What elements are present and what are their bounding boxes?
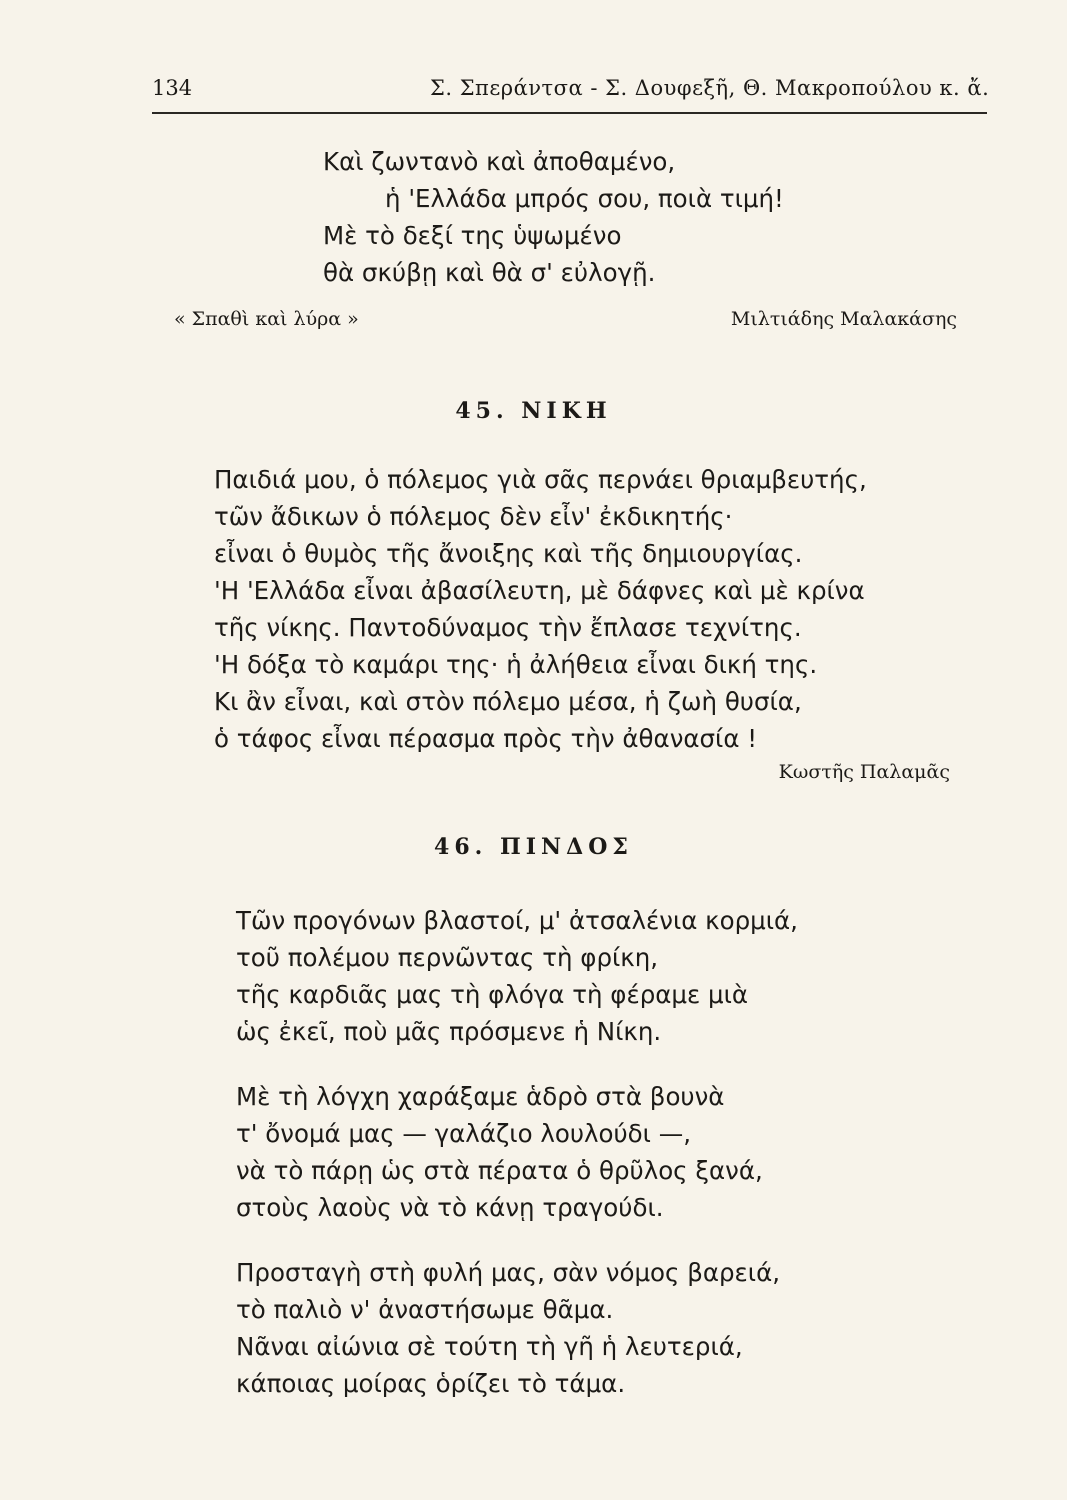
poem-nike xyxy=(214,461,867,757)
verse-line: ἡ 'Ελλάδα μπρός σου, ποιὰ τιμή! xyxy=(385,184,784,213)
page-number: 134 xyxy=(152,76,193,100)
verse-line: Τῶν προγόνων βλαστοί, μ' ἀτσαλένια κορμιά, xyxy=(236,906,798,935)
verse-line: 'Η δόξα τὸ καμάρι της· ἡ ἀλήθεια εἶναι δική της. xyxy=(214,650,818,679)
verse-line: Μὲ τὴ λόγχη χαράξαμε ἁδρὸ στὰ βουνὰ xyxy=(236,1082,725,1111)
header-rule xyxy=(152,112,987,114)
verse-line: νὰ τὸ πάρῃ ὡς στὰ πέρατα ὁ θρῦλος ξανά, xyxy=(236,1156,763,1185)
poem-author: Κωστῆς Παλαμᾶς xyxy=(778,761,950,783)
verse-line: τῆς καρδιᾶς μας τὴ φλόγα τὴ φέραμε μιὰ xyxy=(236,980,749,1009)
verse-line: τῶν ἄδικων ὁ πόλεμος δὲν εἶν' ἐκδικητής· xyxy=(214,502,733,531)
verse-line: 'Η 'Ελλάδα εἶναι ἀβασίλευτη, μὲ δάφνες καὶ μὲ κρίνα xyxy=(214,576,865,605)
verse-line: Κι ἂν εἶναι, καὶ στὸν πόλεμο μέσα, ἡ ζωὴ θυσία, xyxy=(214,687,802,716)
poem-source: « Σπαθὶ καὶ λύρα » xyxy=(174,308,359,330)
verse-line: Προσταγὴ στὴ φυλή μας, σὰν νόμος βαρειά, xyxy=(236,1258,781,1287)
verse-line: τοῦ πολέμου περνῶντας τὴ φρίκη, xyxy=(236,943,659,972)
verse-line: τὸ παλιὸ ν' ἀναστήσωμε θᾶμα. xyxy=(236,1295,614,1324)
verse-line: τ' ὄνομά μας — γαλάζιο λουλούδι —, xyxy=(236,1119,692,1148)
verse-line: Καὶ ζωντανὸ καὶ ἀποθαμένο, xyxy=(323,147,676,176)
stanza-gap xyxy=(236,1226,798,1254)
running-title: Σ. Σπεράντσα - Σ. Δουφεξῆ, Θ. Μακροπούλου κ. ἄ. xyxy=(430,76,990,100)
section-title-45: 45. ΝΙΚΗ xyxy=(455,398,612,424)
poem-fragment xyxy=(323,143,784,291)
poem-pindos xyxy=(236,902,798,1402)
verse-line: ὡς ἐκεῖ, ποὺ μᾶς πρόσμενε ἡ Νίκη. xyxy=(236,1017,662,1046)
verse-line: Μὲ τὸ δεξί της ὑψωμένο xyxy=(323,221,622,250)
verse-line: κάποιας μοίρας ὁρίζει τὸ τάμα. xyxy=(236,1369,626,1398)
verse-line: θὰ σκύβῃ καὶ θὰ σ' εὐλογῇ. xyxy=(323,258,656,287)
verse-line: εἶναι ὁ θυμὸς τῆς ἄνοιξης καὶ τῆς δημιουργίας. xyxy=(214,539,803,568)
section-title-46: 46. ΠΙΝΔΟΣ xyxy=(434,834,633,860)
stanza-gap xyxy=(236,1050,798,1078)
verse-line: Παιδιά μου, ὁ πόλεμος γιὰ σᾶς περνάει θριαμβευτής, xyxy=(214,465,867,494)
poem-author: Μιλτιάδης Μαλακάσης xyxy=(730,308,957,330)
verse-line: ὁ τάφος εἶναι πέρασμα πρὸς τὴν ἀθανασία ! xyxy=(214,724,758,753)
verse-line: Νᾶναι αἰώνια σὲ τούτη τὴ γῆ ἡ λευτεριά, xyxy=(236,1332,743,1361)
verse-line: στοὺς λαοὺς νὰ τὸ κάνῃ τραγούδι. xyxy=(236,1193,664,1222)
verse-line: τῆς νίκης. Παντοδύναμος τὴν ἔπλασε τεχνίτης. xyxy=(214,613,802,642)
